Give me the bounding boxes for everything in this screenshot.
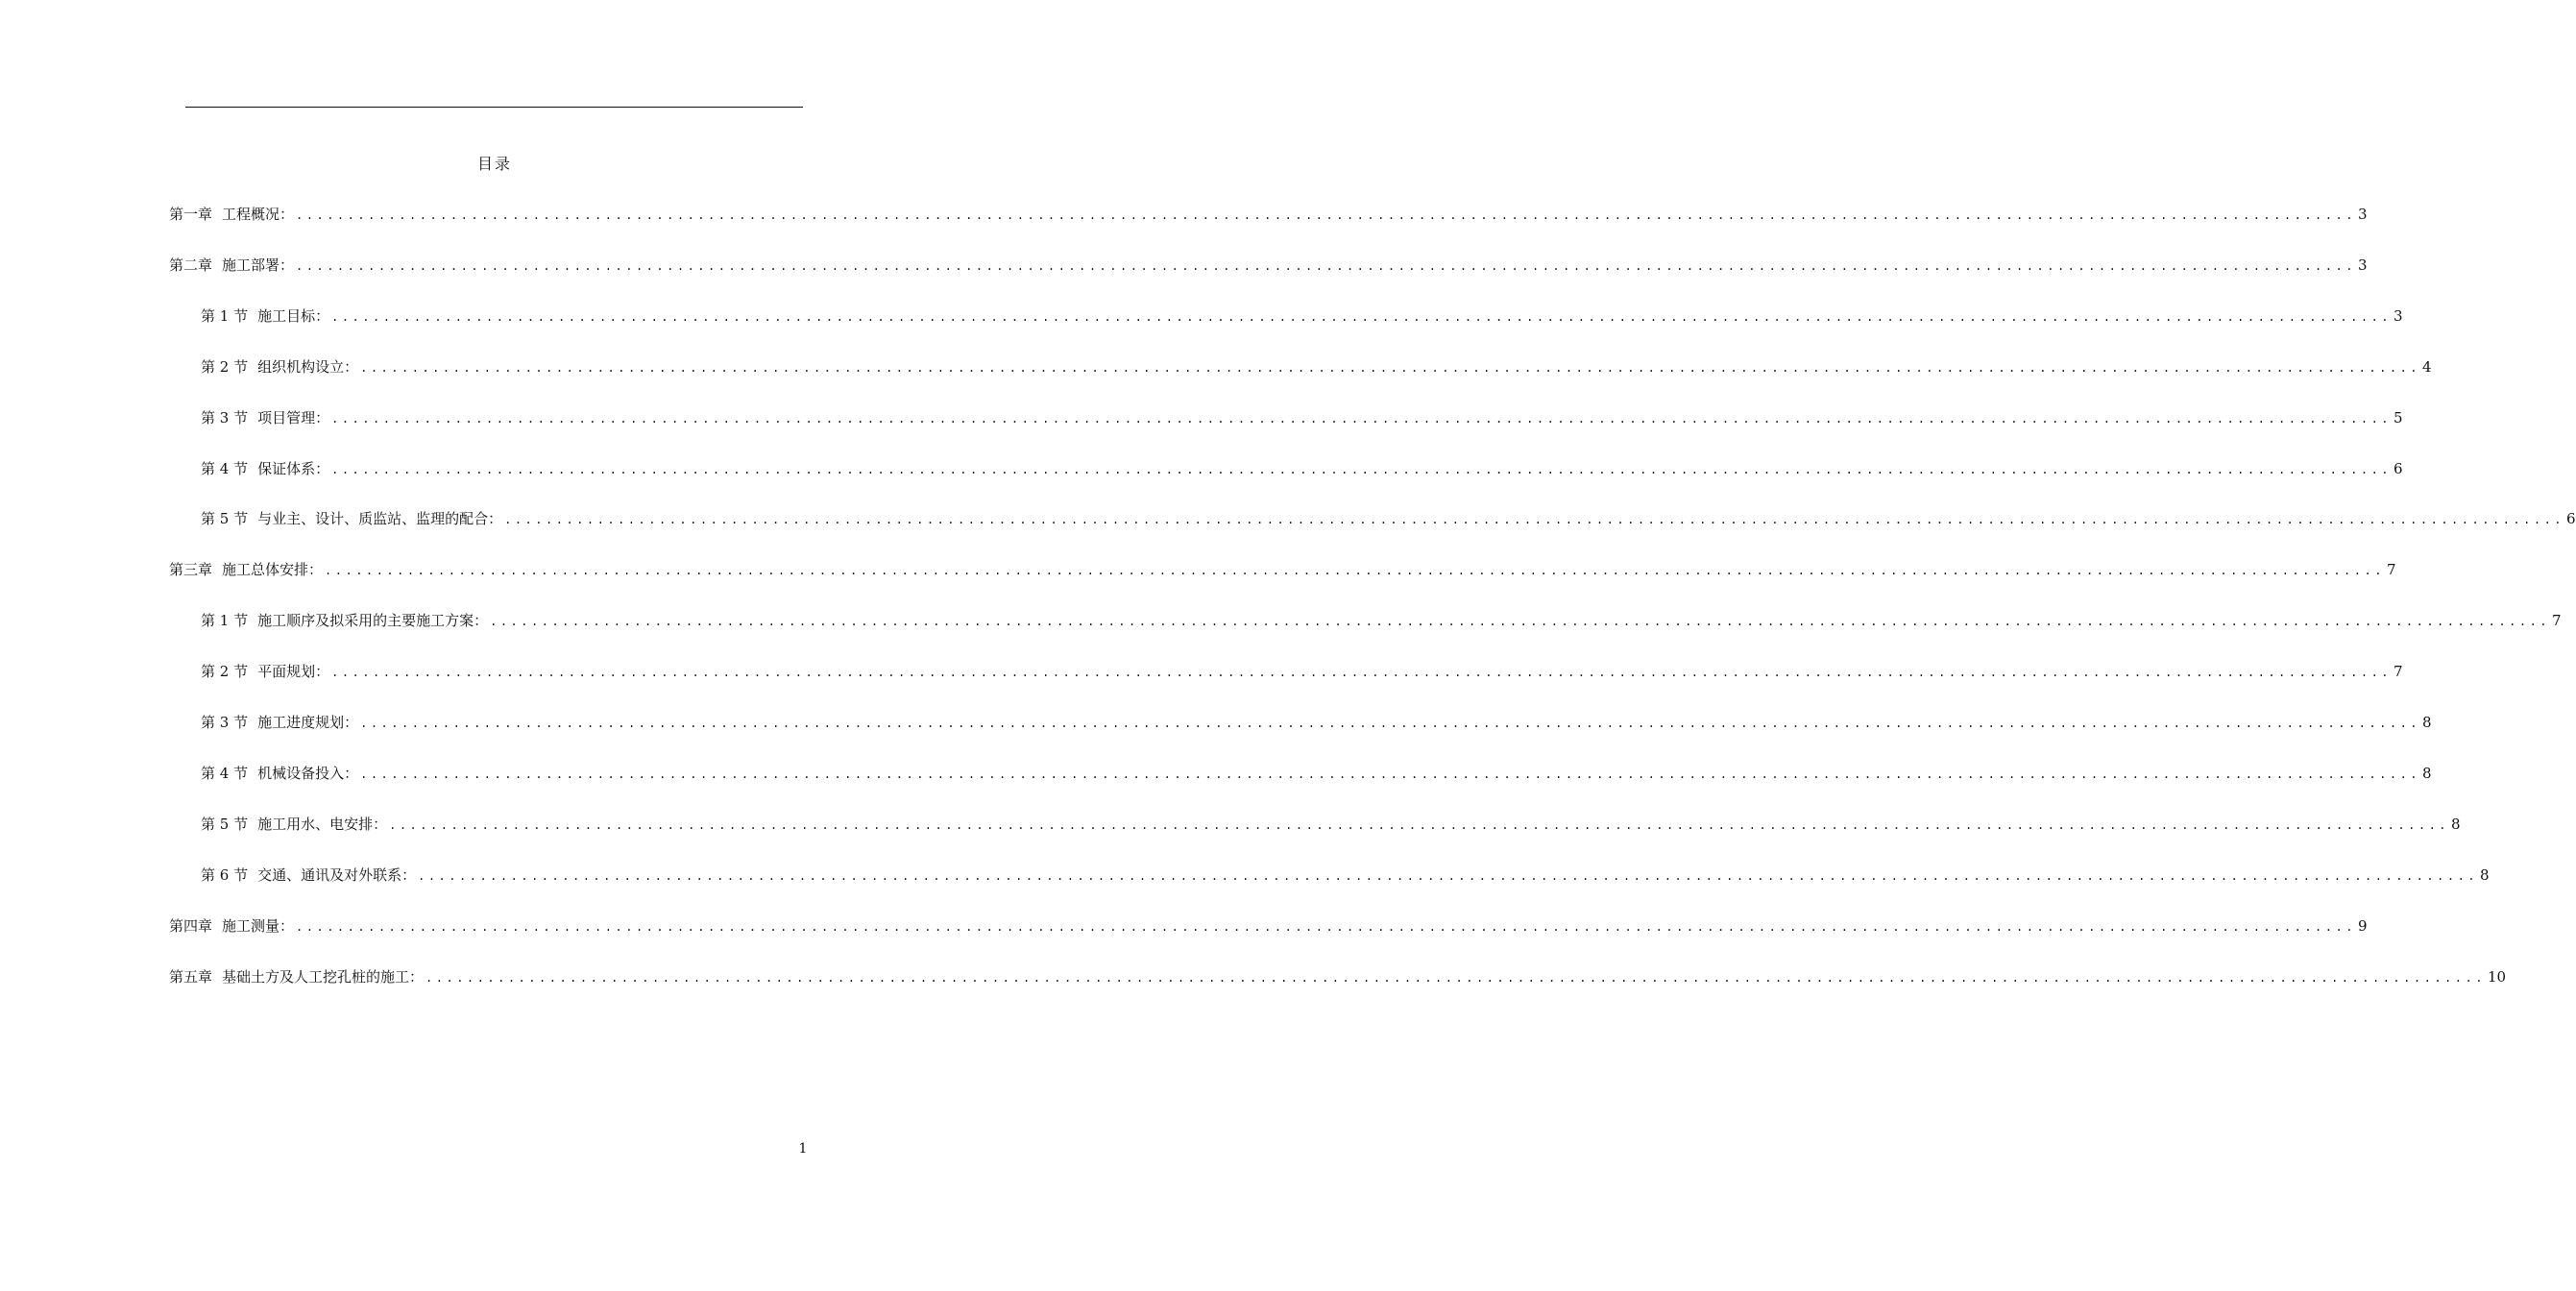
toc-entry-label: 与业主、设计、质监站、监理的配合： (257, 510, 503, 527)
toc-entry[interactable] (169, 203, 2368, 226)
toc-entry[interactable] (201, 711, 2432, 734)
toc-entry-number: 第三章 (169, 561, 213, 578)
toc-entry-number: 第 1 节 (201, 612, 249, 629)
toc-dot-leader: ........................................................................................................................................................................................................ (331, 666, 2393, 679)
toc-entry-label: 交通、通讯及对外联系： (257, 866, 417, 884)
toc-entry-number: 第 3 节 (201, 409, 249, 426)
toc-entry[interactable] (201, 813, 2461, 836)
toc-entry-number: 第一章 (169, 206, 213, 223)
toc-entry-label: 保证体系： (257, 460, 330, 477)
toc-dot-leader: ........................................................................................................................................................................................................ (504, 513, 2565, 526)
toc-entry-page: 3 (2394, 307, 2403, 325)
toc-entry-number: 第 2 节 (201, 663, 249, 680)
toc-entry-number: 第 4 节 (201, 460, 249, 477)
toc-entry-page: 7 (2552, 612, 2562, 629)
toc-dot-leader: ........................................................................................................................................................................................................ (490, 615, 2551, 628)
toc-entry[interactable] (169, 914, 2368, 938)
toc-dot-leader: ........................................................................................................................................................................................................ (418, 869, 2479, 883)
page-number: 1 (798, 1141, 808, 1157)
toc-entry-page: 10 (2487, 968, 2507, 986)
toc-entry[interactable] (169, 558, 2396, 581)
toc-dot-leader: ........................................................................................................................................................................................................ (331, 463, 2393, 476)
toc-entry[interactable] (169, 965, 2507, 988)
toc-title: 目录 (476, 155, 512, 173)
toc-entry-label: 项目管理： (257, 409, 330, 426)
toc-entry-label: 组织机构设立： (257, 358, 359, 376)
toc-entry-number: 第五章 (169, 968, 213, 986)
toc-entry-label: 施工总体安排： (222, 561, 324, 578)
toc-dot-leader: ........................................................................................................................................................................................................ (360, 361, 2421, 375)
toc-dot-leader: ........................................................................................................................................................................................................ (296, 920, 2356, 934)
toc-dot-leader: ........................................................................................................................................................................................................ (296, 259, 2356, 273)
toc-entry-page: 7 (2394, 663, 2403, 680)
toc-entry-number: 第二章 (169, 256, 213, 274)
toc-entry[interactable] (201, 762, 2432, 785)
toc-entry-number: 第四章 (169, 917, 213, 935)
toc-entry-label: 施工顺序及拟采用的主要施工方案： (257, 612, 489, 629)
toc-entry-page: 8 (2422, 765, 2432, 782)
toc-dot-leader: ........................................................................................................................................................................................................ (325, 564, 2385, 577)
toc-entry-page: 6 (2566, 510, 2576, 527)
toc-entry-number: 第 3 节 (201, 714, 249, 731)
toc-entry[interactable] (201, 660, 2403, 683)
toc-entry-number: 第 2 节 (201, 358, 249, 376)
toc-entry[interactable] (201, 457, 2403, 480)
toc-entry-number: 第 1 节 (201, 307, 249, 325)
toc-entry-page: 3 (2357, 256, 2368, 274)
toc-entry-page: 4 (2422, 358, 2432, 376)
toc-dot-leader: ........................................................................................................................................................................................................ (296, 208, 2356, 222)
toc-entry-label: 施工部署： (222, 256, 295, 274)
toc-entry-page: 8 (2451, 816, 2461, 833)
toc-entry-page: 5 (2394, 409, 2403, 426)
toc-dot-leader: ........................................................................................................................................................................................................ (360, 767, 2421, 781)
toc-entry-label: 施工进度规划： (257, 714, 359, 731)
toc-entry[interactable] (201, 864, 2490, 887)
toc-entry-number: 第 5 节 (201, 510, 249, 527)
toc-entry-number: 第 5 节 (201, 816, 249, 833)
toc-entry[interactable] (201, 355, 2432, 378)
toc-entry-label: 基础土方及人工挖孔桩的施工： (222, 968, 425, 986)
toc-dot-leader: ........................................................................................................................................................................................................ (331, 412, 2393, 426)
toc-entry-page: 6 (2394, 460, 2403, 477)
toc-entry[interactable] (201, 609, 2562, 632)
toc-entry-label: 平面规划： (257, 663, 330, 680)
toc-dot-leader: ........................................................................................................................................................................................................ (425, 971, 2486, 985)
toc-dot-leader: ........................................................................................................................................................................................................ (389, 818, 2450, 832)
toc-entry-page: 9 (2357, 917, 2368, 935)
toc-dot-leader: ........................................................................................................................................................................................................ (360, 717, 2421, 730)
toc-entry-label: 施工用水、电安排： (257, 816, 388, 833)
toc-entry-page: 8 (2480, 866, 2490, 884)
toc-entry-page: 7 (2386, 561, 2396, 578)
toc-entry[interactable] (201, 406, 2403, 429)
toc-entry-page: 8 (2422, 714, 2432, 731)
toc-entry-number: 第 4 节 (201, 765, 249, 782)
toc-entry[interactable] (169, 254, 2368, 277)
toc-entry-label: 工程概况： (222, 206, 295, 223)
toc-entry-number: 第 6 节 (201, 866, 249, 884)
toc-entry-label: 施工测量： (222, 917, 295, 935)
toc-entry-label: 机械设备投入： (257, 765, 359, 782)
toc-dot-leader: ........................................................................................................................................................................................................ (331, 310, 2393, 324)
toc-entry[interactable] (201, 507, 2576, 530)
toc-entry[interactable] (201, 304, 2403, 328)
toc-entry-page: 3 (2357, 206, 2368, 223)
toc-entry-label: 施工目标： (257, 307, 330, 325)
